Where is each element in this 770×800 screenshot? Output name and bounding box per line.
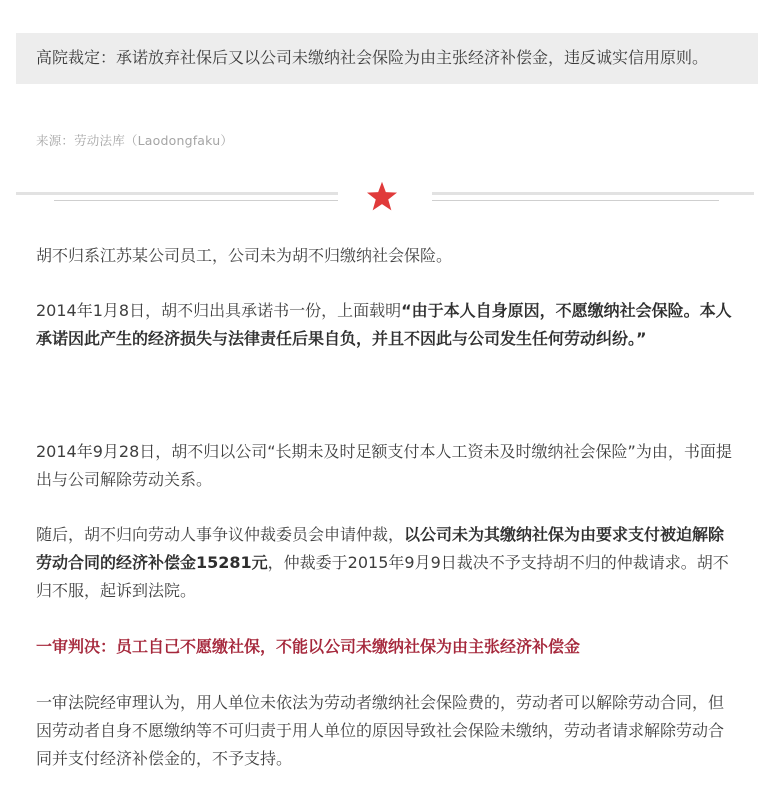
quote-box — [16, 33, 758, 84]
divider-line-left-thin — [54, 200, 338, 201]
paragraph-4 — [36, 521, 736, 605]
section-heading: 一审判决：员工自己不愿缴社保，不能以公司未缴纳社保为由主张经济补偿金 — [36, 637, 581, 656]
paragraph-1: 胡不归系江苏某公司员工，公司未为胡不归缴纳社会保险。 — [36, 246, 453, 265]
paragraph-3: 2014年9月28日，胡不归以公司“长期未及时足额支付本人工资未及时缴纳社会保险”为由，书面提出与公司解除劳动关系。 — [36, 442, 732, 489]
divider-line-left-thick — [16, 192, 338, 195]
divider-line-right-thick — [432, 192, 754, 195]
paragraph-5: 一审法院经审理认为，用人单位未依法为劳动者缴纳社会保险费的，劳动者可以解除劳动合同，但因劳动者自身不愿缴纳等不可归责于用人单位的原因导致社会保险未缴纳，劳动者请求解除劳动合同并支付经济补偿金的，不予支持。 — [36, 693, 725, 768]
star-icon — [365, 180, 399, 214]
paragraph-4-claim: 以公司未为其缴纳社保为由要求支付被迫解除劳动合同的经济补偿金15281元 — [36, 525, 725, 572]
paragraph-2-intro: 2014年1月8日，胡不归出具承诺书一份，上面载明 — [36, 301, 402, 320]
paragraph-2 — [36, 297, 736, 353]
divider-line-right-thin — [432, 200, 719, 201]
section-divider — [16, 178, 754, 218]
paragraph-4-intro: 随后，胡不归向劳动人事争议仲裁委员会申请仲裁， — [36, 525, 405, 544]
paragraph-4-outcome: ，仲裁委于2015年9月9日裁决不予支持胡不归的仲裁请求。胡不归不服，起诉到法院。 — [36, 553, 729, 600]
paragraph-2-promise-quote: “由于本人自身原因，不愿缴纳社会保险。本人承诺因此产生的经济损失与法律责任后果自负，并且不因此与公司发生任何劳动纠纷。” — [36, 301, 732, 348]
source-line: 来源：劳动法库（Laodongfaku） — [36, 133, 234, 148]
quote-text: 高院裁定：承诺放弃社保后又以公司未缴纳社会保险为由主张经济补偿金，违反诚实信用原则。 — [36, 48, 709, 67]
